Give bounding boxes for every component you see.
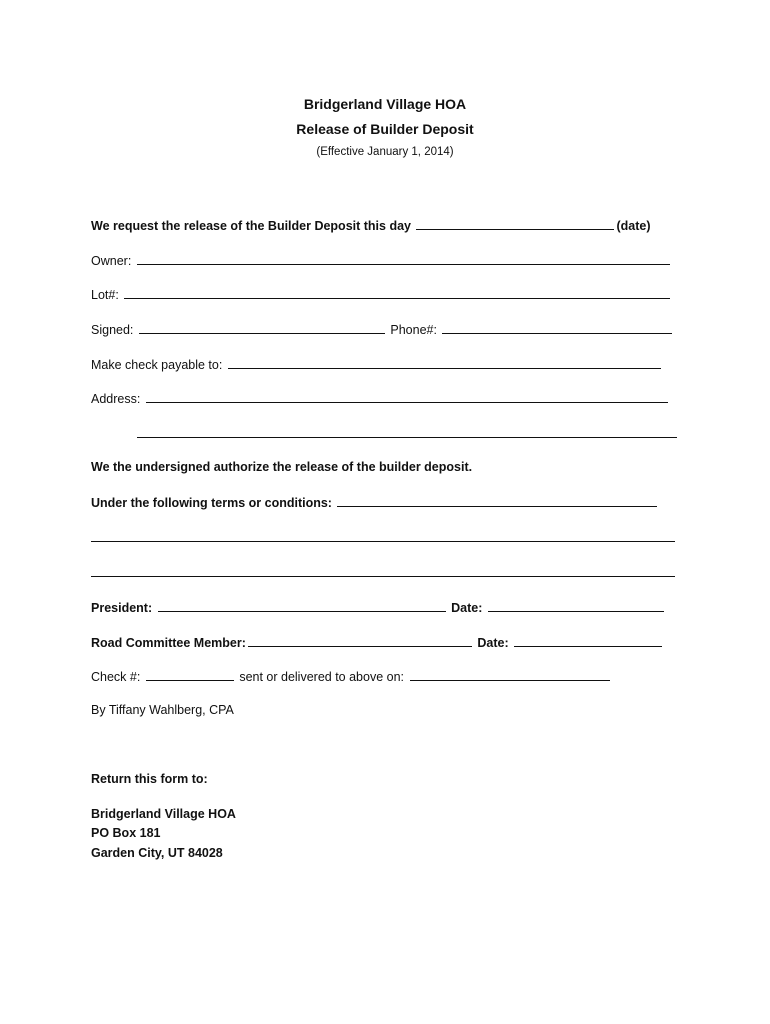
address-row <box>91 390 670 406</box>
president-date-field[interactable] <box>488 599 664 612</box>
road-field[interactable] <box>248 634 472 647</box>
road-label: Road Committee Member: <box>91 636 246 650</box>
phone-label: Phone#: <box>390 323 437 337</box>
owner-field[interactable] <box>137 252 670 265</box>
road-date-label: Date: <box>477 636 509 650</box>
terms-field[interactable] <box>337 494 657 507</box>
form-title: Release of Builder Deposit <box>296 121 474 137</box>
request-row <box>91 217 651 233</box>
return-city: Garden City, UT 84028 <box>91 846 223 860</box>
signed-label: Signed: <box>91 323 134 337</box>
request-text: We request the release of the Builder Deposit this day <box>91 219 411 233</box>
signed-row <box>91 321 674 337</box>
president-row <box>91 599 666 615</box>
terms-line-3 <box>91 564 675 580</box>
sent-text: sent or delivered to above on: <box>239 670 405 684</box>
return-name: Bridgerland Village HOA <box>91 807 236 821</box>
terms-field-2[interactable] <box>91 529 675 542</box>
date-suffix: (date) <box>616 219 651 233</box>
phone-field[interactable] <box>442 321 672 334</box>
road-row <box>91 634 664 650</box>
return-heading: Return this form to: <box>91 772 208 786</box>
org-title: Bridgerland Village HOA <box>303 96 467 112</box>
terms-row <box>91 494 659 510</box>
president-label: President: <box>91 601 153 615</box>
address-label: Address: <box>91 392 141 406</box>
lot-field[interactable] <box>124 286 670 299</box>
payable-row <box>91 356 663 372</box>
owner-row <box>91 252 672 268</box>
payable-field[interactable] <box>228 356 661 369</box>
president-field[interactable] <box>158 599 446 612</box>
sent-date-field[interactable] <box>410 668 610 681</box>
check-label: Check #: <box>91 670 141 684</box>
president-date-label: Date: <box>451 601 483 615</box>
owner-label: Owner: <box>91 254 132 268</box>
return-box: PO Box 181 <box>91 826 161 840</box>
lot-row <box>91 286 672 302</box>
address-field-2[interactable] <box>137 425 677 438</box>
road-date-field[interactable] <box>514 634 662 647</box>
check-row <box>91 668 612 684</box>
request-date-field[interactable] <box>416 217 614 230</box>
signed-field[interactable] <box>139 321 385 334</box>
address-field[interactable] <box>146 390 668 403</box>
terms-line-2 <box>91 529 675 545</box>
address-line-2 <box>135 425 679 441</box>
terms-label: Under the following terms or conditions: <box>91 496 332 510</box>
lot-label: Lot#: <box>91 288 119 302</box>
payable-label: Make check payable to: <box>91 358 223 372</box>
authorize-text: We the undersigned authorize the release of the builder deposit. <box>91 460 473 474</box>
terms-field-3[interactable] <box>91 564 675 577</box>
by-text: By Tiffany Wahlberg, CPA <box>91 703 234 717</box>
effective-date: (Effective January 1, 2014) <box>316 146 454 158</box>
check-field[interactable] <box>146 668 234 681</box>
